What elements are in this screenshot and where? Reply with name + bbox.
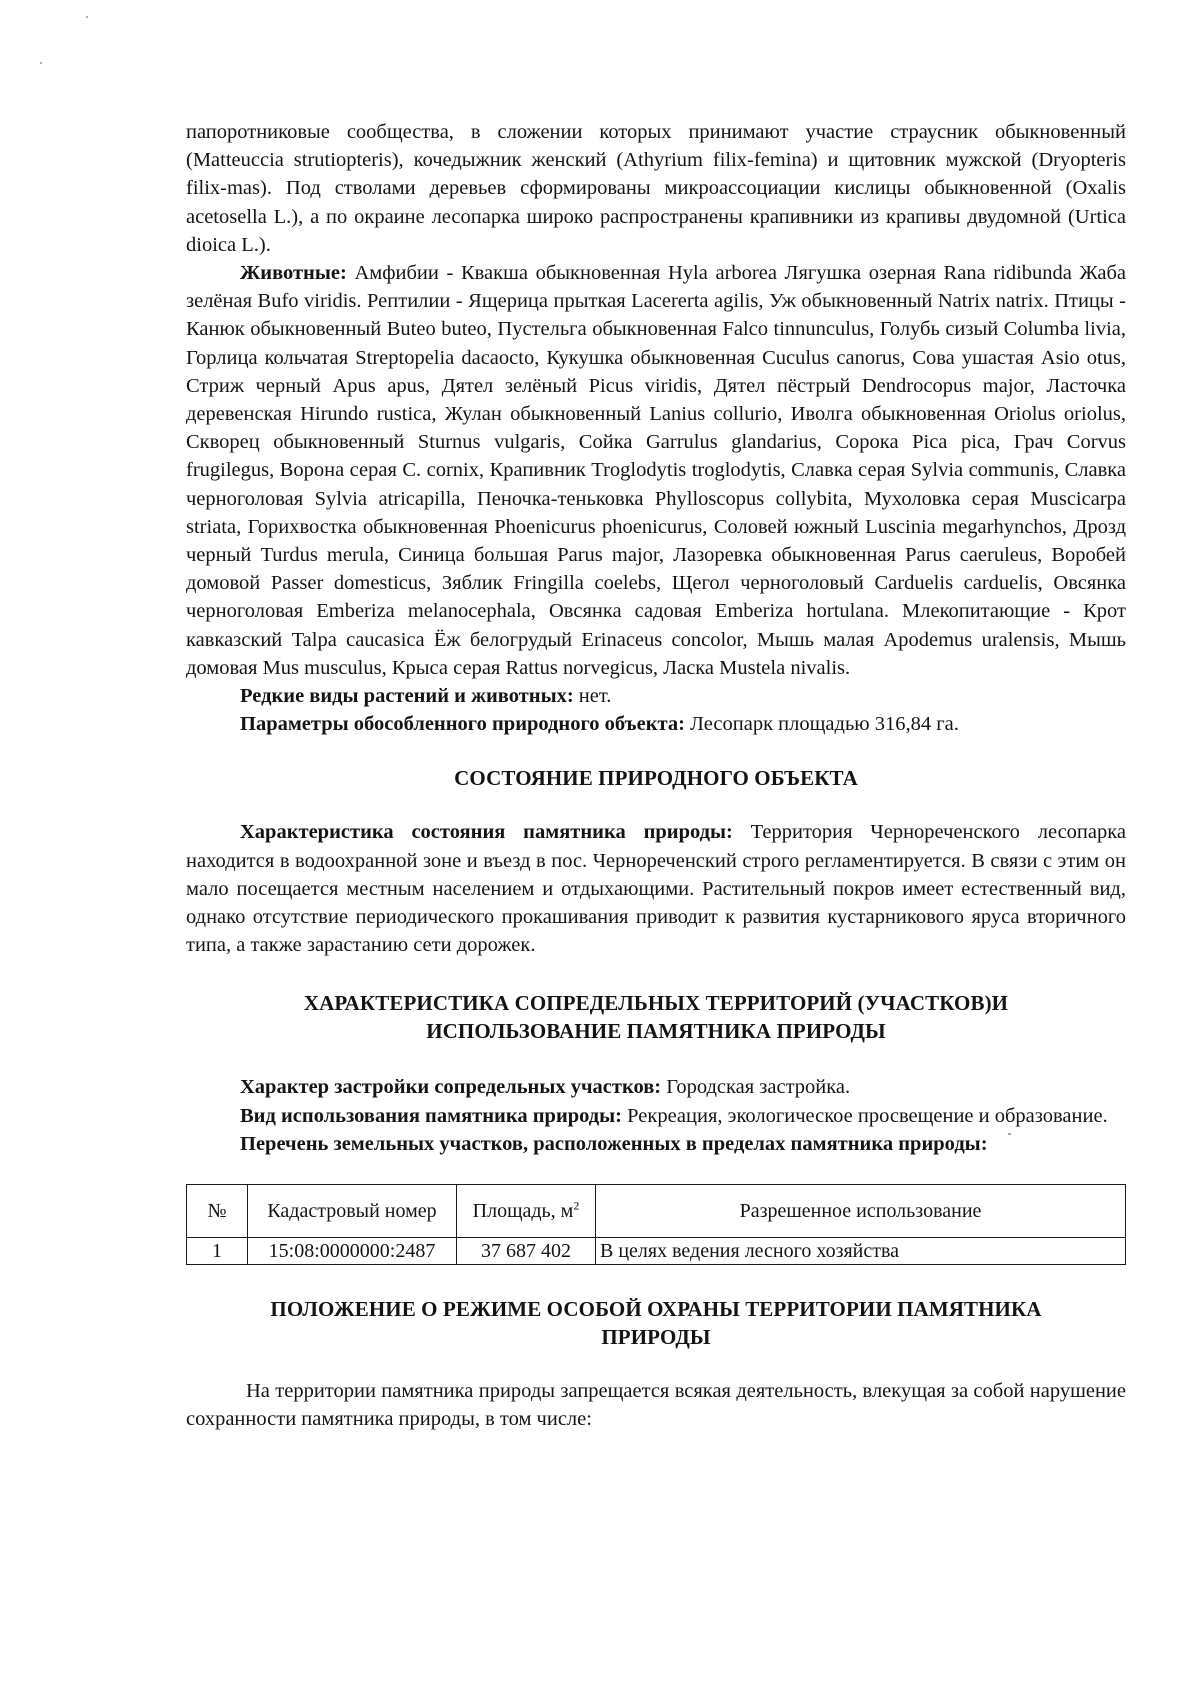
heading-state: СОСТОЯНИЕ ПРИРОДНОГО ОБЪЕКТА <box>454 766 858 791</box>
header-area <box>457 1185 596 1238</box>
cell-cadastral: 15:08:0000000:2487 <box>248 1238 457 1265</box>
heading-adjacent-line1: ХАРАКТЕРИСТИКА СОПРЕДЕЛЬНЫХ ТЕРРИТОРИЙ (УЧАСТКОВ)И <box>303 991 1009 1016</box>
cell-use: В целях ведения лесного хозяйства <box>596 1238 1126 1265</box>
state-characteristic-label: Характеристика состояния памятника природы: <box>240 821 733 844</box>
paragraph-regime: На территории памятника природы запрещается всякая деятельность, влекущая за собой нарушение сохранности памятника природы, в том числе: <box>186 1380 1126 1431</box>
header-area-text: Площадь, м <box>472 1200 574 1223</box>
paragraph-ferns: папоротниковые сообщества, в сложении которых принимают участие страусник обыкновенный (Matteuccia strutiopteris), кочедыжник женский (Athyrium filix-femina) и щитовник мужской (Dryopteris filix-mas). Под стволами деревьев сформированы микроассоциации кислицы обыкновенной (Oxalis acetosella L.), а по окраине лесопарка широко распространены крапивники из крапивы двудомной (Urtica dioica L.). <box>186 121 1126 256</box>
usage-text: Рекреация, экологическое просвещение и образование. <box>622 1104 1108 1127</box>
rare-species-text: нет. <box>573 685 612 708</box>
paragraph-plots-list <box>186 1130 1126 1158</box>
paragraph-development <box>186 1073 1126 1101</box>
cell-num: 1 <box>187 1238 248 1265</box>
table-header-row <box>187 1185 1126 1238</box>
land-plots-table <box>186 1184 1126 1265</box>
table-row <box>187 1238 1126 1265</box>
animals-text: Амфибии - Квакша обыкновенная Hyla arborea Лягушка озерная Rana ridibunda Жаба зелёная Bufo viridis. Рептилии - Ящерица прыткая Lacererta agilis, Уж обыкновенный Natrix natrix. Птицы - Канюк обыкновенный Buteo buteo, Пустельга обыкновенная Falco tinnunculus, Голубь сизый Columba livia, Горлица кольчатая Streptopelia dacaocto, Кукушка обыкновенная Cuculus canorus, Сова ушастая Asio otus, Стриж черный Apus apus, Дятел зелёный Picus viridis, Дятел пёстрый Dendrocopus major, Ласточка деревенская Hirundo rustica, Жулан обыкновенный Lanius collurio, Иволга обыкновенная Oriolus oriolus, Скворец обыкновенный Sturnus vulgaris, Сойка Garrulus glandarius, Сорока Pica pica, Грач Corvus frugilegus, Ворона серая C. cornix, Крапивник Troglodytis troglodytis, Славка серая Sylvia communis, Славка черноголовая Sylvia atricapilla, Пеночка-теньковка Phylloscopus collybita, Мухоловка серая Muscicarpa striata, Горихвостка обыкновенная Phoenicurus phoenicurus, Соловей южный Luscinia megarhynchos, Дрозд черный Turdus merula, Синица большая Parus major, Лазоревка обыкновенная Parus caeruleus, Воробей домовой Passer domesticus, Зяблик Fringilla coelebs, Щегол черноголовый Carduelis carduelis, Овсянка черноголовая Emberiza melanocephala, Овсянка садовая Emberiza hortulana. Млекопитающие - Крот кавказский Talpa caucasica Ёж белогрудый Erinaceus concolor, Мышь малая Apodemus uralensis, Мышь домовая Mus musculus, Крыса серая Rattus norvegicus, Ласка Mustela nivalis. <box>186 262 1126 679</box>
document-body <box>186 118 1126 1434</box>
usage-label: Вид использования памятника природы: <box>240 1104 623 1127</box>
cell-area: 37 687 402 <box>457 1238 596 1265</box>
heading-adjacent <box>186 989 1126 1045</box>
state-characteristic-text: Территория Черноречeнского лесопарка находится в водоохранной зоне и въезд в пос. Черноречeнский строго регламентируется. В связи с этим он мало посещается местным населением и отдыхающими. Растительный покров имеет естественный вид, однако отсутствие периодического прокашивания приводит к развития кустарникового яруса вторичного типа, а также зарастанию сети дорожек. <box>186 821 1127 957</box>
heading-regime-line1: ПОЛОЖЕНИЕ О РЕЖИМЕ ОСОБОЙ ОХРАНЫ ТЕРРИТОРИИ ПАМЯТНИКА <box>270 1297 1042 1322</box>
animals-label: Животные: <box>240 262 347 285</box>
parameters-text: Лесопарк площадью 316,84 га. <box>684 713 959 736</box>
plots-list-label: Перечень земельных участков, расположенных в пределах памятника природы: <box>240 1132 988 1155</box>
paragraph-usage <box>186 1102 1126 1130</box>
development-label: Характер застройки сопредельных участков: <box>240 1076 662 1099</box>
parameters-label: Параметры обособленного природного объекта: <box>240 713 685 736</box>
heading-regime-line2: ПРИРОДЫ <box>601 1325 711 1350</box>
paragraph-animals <box>186 259 1126 682</box>
header-cadastral: Кадастровый номер <box>248 1185 457 1238</box>
header-use: Разрешенное использование <box>596 1185 1126 1238</box>
paragraph-state-characteristic <box>186 818 1126 959</box>
header-num: № <box>187 1185 248 1238</box>
scan-speck <box>40 62 42 64</box>
rare-species-label: Редкие виды растений и животных: <box>240 685 574 708</box>
paragraph-parameters <box>186 710 1126 738</box>
heading-adjacent-line2: ИСПОЛЬЗОВАНИЕ ПАМЯТНИКА ПРИРОДЫ <box>426 1019 886 1044</box>
header-area-sup: 2 <box>573 1198 580 1213</box>
paragraph-rare-species <box>186 682 1126 710</box>
development-text: Городская застройка. <box>661 1076 851 1099</box>
scan-speck <box>86 16 88 18</box>
heading-regime <box>186 1295 1126 1351</box>
